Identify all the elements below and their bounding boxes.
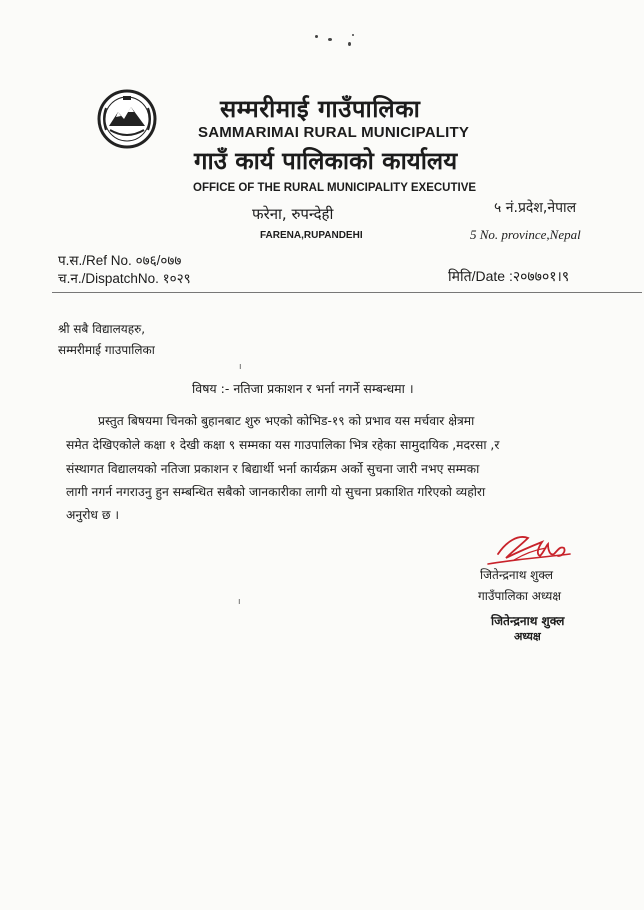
scan-speck xyxy=(348,42,351,46)
office-name-en: OFFICE OF THE RURAL MUNICIPALITY EXECUTIVE xyxy=(193,182,477,194)
reference-number: प.स./Ref No. ०७६/०७७ xyxy=(58,253,182,268)
body-line: संस्थागत विद्यालयको नतिजा प्रकाशन र बिद्यार्थी भर्ना कार्यक्रम अर्को सुचना जारी नभए सम्मका xyxy=(66,462,480,476)
body-line: समेत देखिएकोले कक्षा १ देखी कक्षा ९ सम्मका यस गाउपालिका भित्र रहेका सामुदायिक ,मदरसा ,र xyxy=(66,438,500,452)
municipality-name-en: SAMMARIMAI RURAL MUNICIPALITY xyxy=(198,124,470,141)
header-divider xyxy=(52,292,642,293)
stamp-title: अध्यक्ष xyxy=(514,630,541,643)
scan-speck xyxy=(328,38,332,41)
scan-speck xyxy=(315,35,318,38)
body-line: लागी नगर्न नगराउनु हुन सम्बन्धित सबैको जानकारीका लागी यो सुचना प्रकाशित गरिएको व्यहोरा xyxy=(66,485,486,499)
place-en: FARENA,RUPANDEHI xyxy=(260,230,363,241)
letter-date: मिति/Date :२०७७०१।९ xyxy=(448,268,570,284)
signatory-title: गाउँपालिका अध्यक्ष xyxy=(478,589,561,603)
body-line: अनुरोध छ । xyxy=(66,508,120,522)
nepal-emblem-icon xyxy=(96,88,158,150)
province-en: 5 No. province,Nepal xyxy=(470,227,581,242)
place-np: फरेना, रुपन्देही xyxy=(252,205,334,223)
recipient-line-1: श्री सबै विद्यालयहरु, xyxy=(58,322,146,336)
municipality-name-np: सम्मरीमाई गाउँपालिका xyxy=(220,94,421,123)
scan-mark: ı xyxy=(239,362,242,372)
scan-mark: ı xyxy=(238,597,241,607)
body-line: प्रस्तुत बिषयमा चिनको बुहानबाट शुरु भएको कोभिड-१९ को प्रभाव यस मर्चवार क्षेत्रमा xyxy=(98,414,475,428)
scan-speck xyxy=(352,34,354,36)
dispatch-number: च.न./DispatchNo. १०२९ xyxy=(58,271,191,286)
signatory-name: जितेन्द्रनाथ शुक्ल xyxy=(480,568,554,582)
subject-line: विषय :- नतिजा प्रकाशन र भर्ना नगर्ने सम्बन्धमा । xyxy=(192,381,414,396)
office-name-np: गाउँ कार्य पालिकाको कार्यालय xyxy=(194,146,458,175)
stamp-name: जितेन्द्रनाथ शुक्ल xyxy=(491,614,565,628)
province-np: ५ नं.प्रदेश,नेपाल xyxy=(494,200,577,216)
recipient-line-2: सम्मरीमाई गाउपालिका xyxy=(58,343,155,357)
